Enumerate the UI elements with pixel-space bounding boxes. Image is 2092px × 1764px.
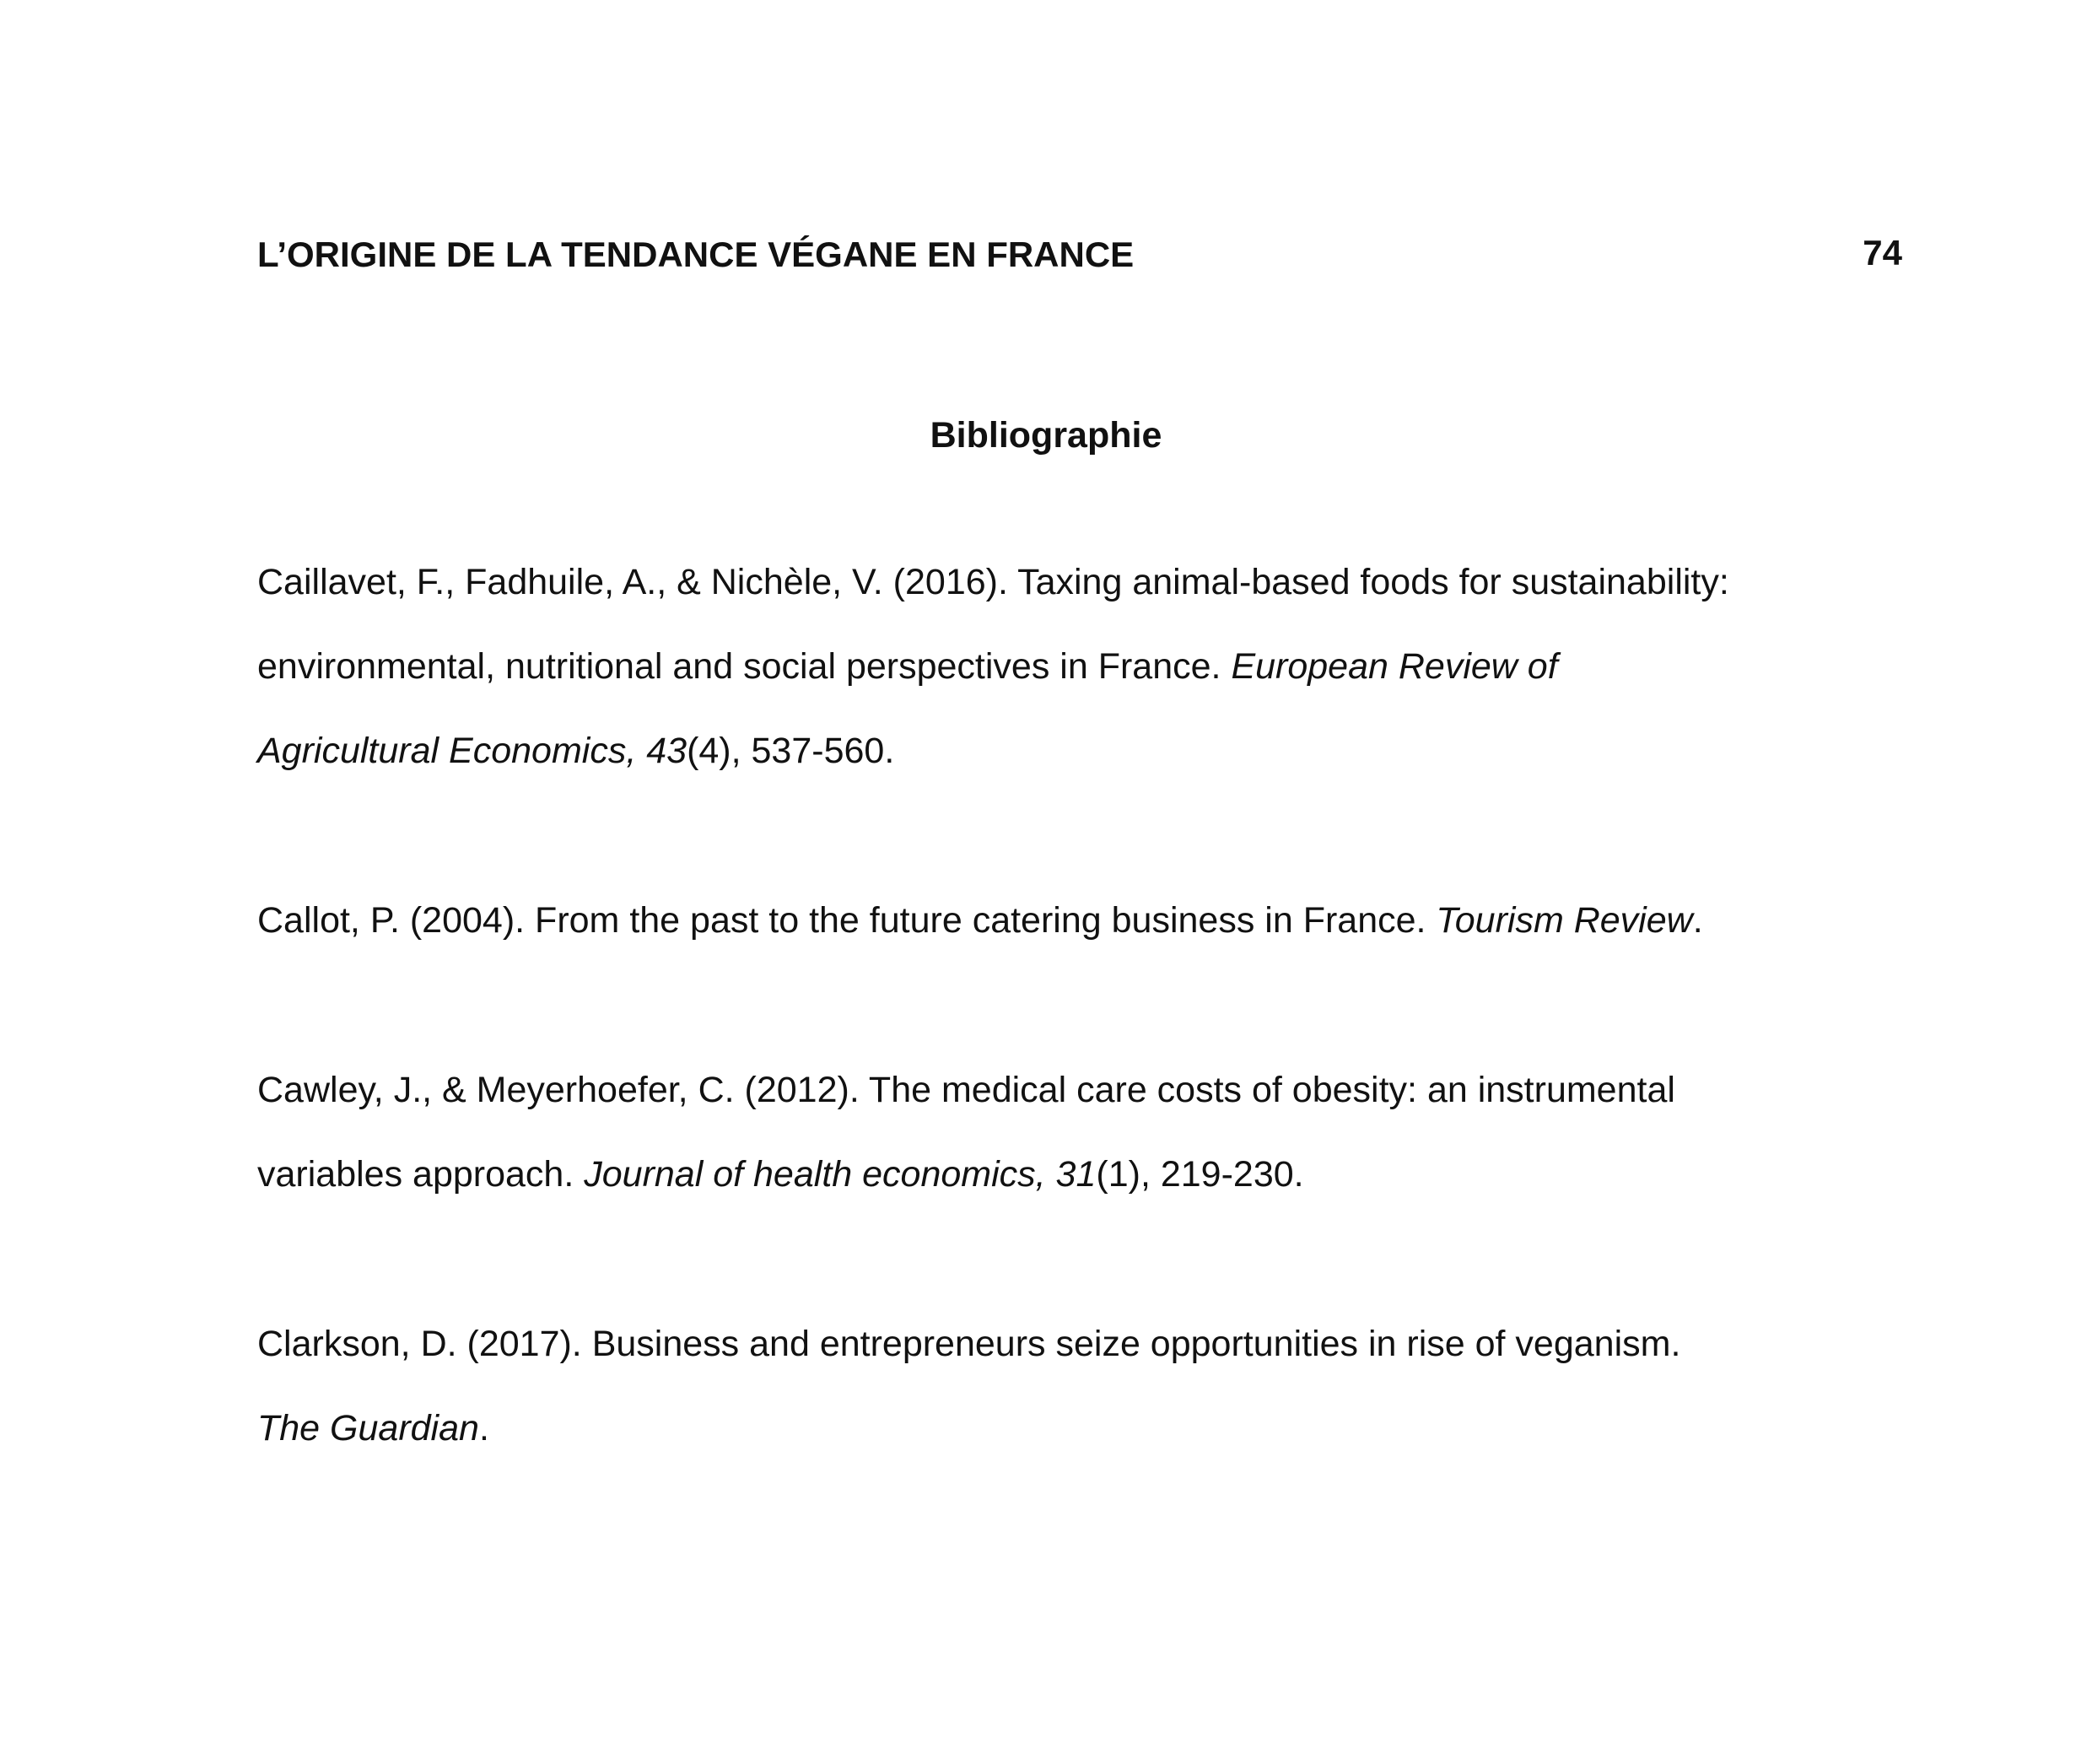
- reference-caillavet-2016: [257, 540, 1902, 793]
- reference-tail: (1), 219-230.: [1096, 1154, 1304, 1195]
- reference-tail: .: [478, 1408, 489, 1448]
- reference-text: Clarkson, D. (2017). Business and entrepreneurs seize opportunities in rise of veganism.: [257, 1324, 1681, 1364]
- running-head: L’ORIGINE DE LA TENDANCE VÉGANE EN FRANCE: [257, 235, 1135, 274]
- reference-text: Caillavet, F., Fadhuile, A., & Nichèle, V. (2016). Taxing animal-based foods for sustainability:: [257, 562, 1729, 602]
- section-title: Bibliographie: [930, 415, 1162, 456]
- reference-line: [257, 624, 1902, 709]
- reference-tail: .: [1692, 900, 1703, 941]
- reference-clarkson-2017: [257, 1302, 1902, 1470]
- reference-text: Callot, P. (2004). From the past to the future catering business in France.: [257, 900, 1437, 941]
- reference-source: Tourism Review: [1436, 900, 1693, 941]
- reference-source: The Guardian: [257, 1408, 479, 1448]
- reference-text: Cawley, J., & Meyerhoefer, C. (2012). The medical care costs of obesity: an instrumental: [257, 1070, 1675, 1110]
- reference-list: [257, 540, 1902, 1556]
- reference-line: [257, 540, 1902, 624]
- reference-callot-2004: [257, 878, 1902, 963]
- reference-text: variables approach.: [257, 1154, 585, 1195]
- page-number: 74: [1863, 233, 1902, 272]
- reference-cawley-2012: [257, 1048, 1902, 1216]
- reference-source: Agricultural Economics, 43: [257, 731, 687, 771]
- reference-source: Journal of health economics, 31: [584, 1154, 1097, 1195]
- reference-line: [257, 1302, 1902, 1386]
- reference-line: [257, 1386, 1902, 1470]
- reference-line: [257, 878, 1902, 963]
- reference-source: European Review of: [1231, 646, 1558, 687]
- reference-tail: (4), 537-560.: [687, 731, 895, 771]
- reference-text: environmental, nutritional and social perspectives in France.: [257, 646, 1232, 687]
- reference-line: [257, 709, 1902, 793]
- reference-line: [257, 1132, 1902, 1216]
- reference-line: [257, 1048, 1902, 1132]
